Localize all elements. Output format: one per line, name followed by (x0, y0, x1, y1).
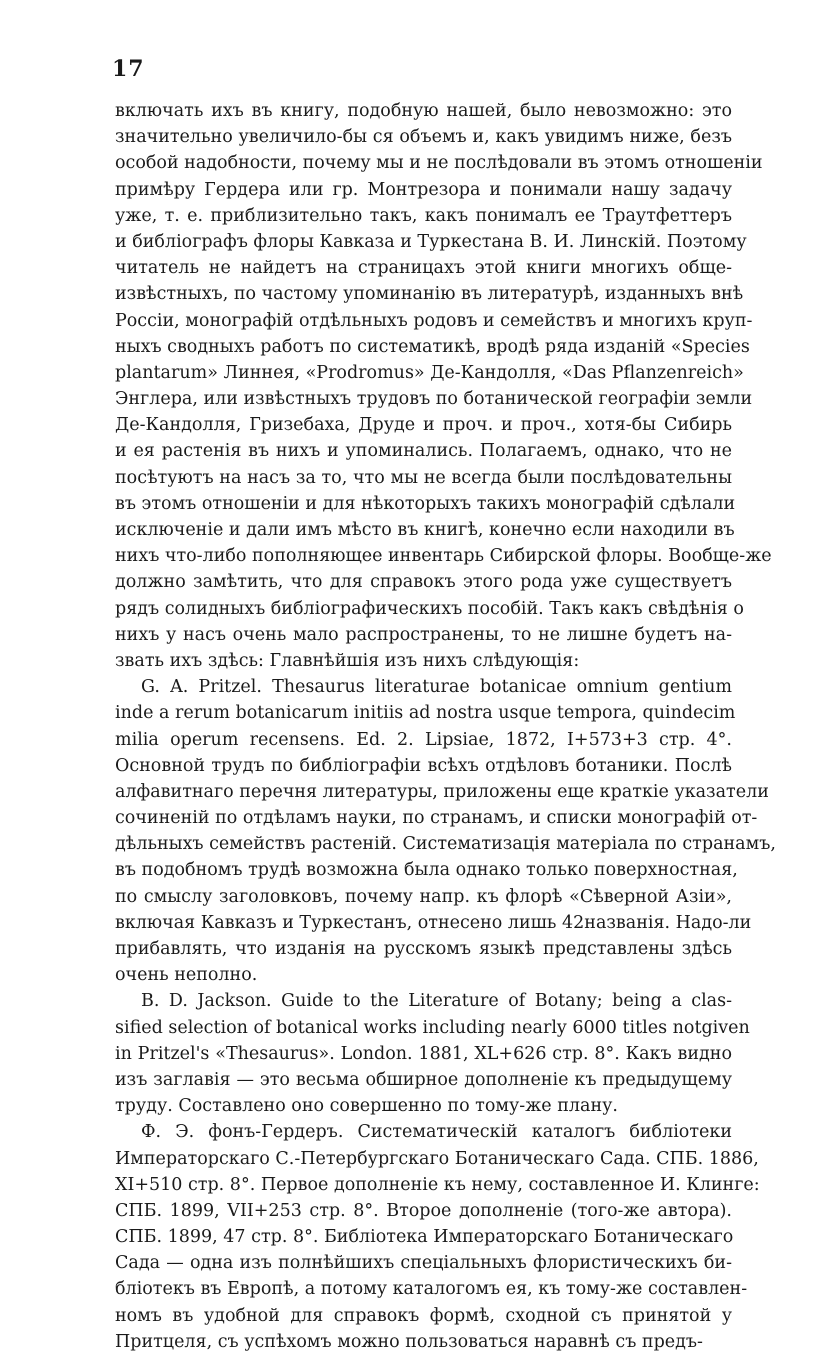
text-line: звать ихъ здѣсь: Главнѣйшія изъ нихъ слѣдующія: (115, 650, 580, 671)
paragraph (115, 98, 772, 674)
text-line: Притцеля, съ успѣхомъ можно пользоваться наравнѣ съ предъ- (115, 1331, 703, 1352)
text-line: и ея растенія въ нихъ и упоминались. Полагаемъ, однако, что не (115, 441, 732, 462)
text-line: номъ въ удобной для справокъ формѣ, сходной съ принятой у (115, 1305, 732, 1326)
text-line: и библіографъ флоры Кавказа и Туркестана В. И. Линскій. Поэтому (115, 231, 747, 252)
text-line: изъ заглавія — это весьма обширное дополненіе къ предыдущему (115, 1069, 732, 1090)
text-line: нихъ у насъ очень мало распространены, то не лишне будетъ на- (115, 624, 732, 645)
text-line: Ф. Э. фонъ-Гердеръ. Систематическій каталогъ библіотеки (141, 1122, 732, 1143)
paragraph (115, 988, 750, 1119)
text-line: рядъ солидныхъ библіографическихъ пособій. Такъ какъ свѣдѣнія о (115, 598, 744, 619)
text-line: Де-Кандолля, Гризебаха, Друде и проч. и проч., хотя-бы Сибирь (115, 415, 732, 436)
page-number: 17 (112, 56, 145, 82)
text-line: ныхъ сводныхъ работъ по систематикѣ, вродѣ ряда изданій «Species (115, 336, 750, 357)
text-line: нихъ что-либо пополняющее инвентарь Сибирской флоры. Вообще-же (115, 546, 772, 567)
text-line: особой надобности, почему мы и не послѣдовали въ этомъ отношеніи (115, 153, 763, 174)
text-line: Императорскаго С.-Петербургскаго Ботаническаго Сада. СПБ. 1886, (115, 1148, 759, 1169)
text-line: въ подобномъ трудѣ возможна была однако только поверхностная, (115, 860, 738, 881)
text-line: Сада — одна изъ полнѣйшихъ спеціальныхъ флористическихъ би- (115, 1253, 732, 1274)
text-line: очень неполно. (115, 965, 258, 986)
text-line: Энглера, или извѣстныхъ трудовъ по ботанической географіи земли (115, 389, 753, 410)
text-line: G. A. Pritzel. Thesaurus literaturae botanicae omnium gentium (141, 677, 732, 698)
text-line: milia operum recensens. Ed. 2. Lipsiae, 1872, I+573+3 стр. 4°. (115, 729, 732, 750)
text-line: должно замѣтить, что для справокъ этого рода уже существуетъ (115, 572, 732, 593)
text-line: plantarum» Линнея, «Prodromus» Де-Кандолля, «Das Pflanzenreich» (115, 362, 744, 383)
text-line: исключеніе и дали имъ мѣсто въ книгѣ, конечно если находили въ (115, 520, 735, 540)
text-line: читатель не найдетъ на страницахъ этой книги многихъ обще- (115, 258, 732, 279)
text-line: inde a rerum botanicarum initiis ad nostra usque tempora, quindecim (115, 703, 736, 724)
text-line: СПБ. 1899, VII+253 стр. 8°. Второе дополненіе (того-же автора). (115, 1200, 732, 1221)
text-line: включать ихъ въ книгу, подобную нашей, было невозможно: это (115, 101, 732, 121)
text-line: Россіи, монографій отдѣльныхъ родовъ и семействъ и многихъ круп- (115, 310, 753, 331)
text-line: B. D. Jackson. Guide to the Literature of Botany; being a clas- (141, 991, 732, 1012)
text-line: уже, т. е. приблизительно такъ, какъ понималъ ее Траутфеттеръ (115, 205, 732, 226)
text-line: по смыслу заголовковъ, почему напр. къ флорѣ «Сѣверной Азіи», (115, 886, 732, 907)
text-line: значительно увеличило-бы ся объемъ и, какъ увидимъ ниже, безъ (115, 127, 732, 148)
text-line: примѣру Гердера или гр. Монтрезора и понимали нашу задачу (115, 179, 732, 200)
text-line: въ этомъ отношеніи и для нѣкоторыхъ такихъ монографій сдѣлали (115, 493, 736, 514)
text-line: XI+510 стр. 8°. Первое дополненіе къ нему, составленное И. Клинге: (115, 1174, 760, 1195)
text-line: бліотекъ въ Европѣ, а потому каталогомъ ея, къ тому-же составлен- (115, 1279, 748, 1300)
text-line: in Pritzel's «Thesaurus». London. 1881, XL+626 стр. 8°. Какъ видно (115, 1043, 732, 1064)
paragraph (115, 674, 776, 988)
text-line: труду. Составлено оно совершенно по тому-же плану. (115, 1096, 618, 1117)
text-line: Основной трудъ по библіографіи всѣхъ отдѣловъ ботаники. Послѣ (115, 755, 732, 776)
text-line: sified selection of botanical works including nearly 6000 titles notgiven (115, 1017, 750, 1038)
paragraph (115, 1119, 760, 1355)
text-line: СПБ. 1899, 47 стр. 8°. Библіотека Императорскаго Ботаническаго (115, 1227, 734, 1248)
text-line: прибавлять, что изданія на русскомъ языкѣ представлены здѣсь (115, 939, 732, 959)
text-line: алфавитнаго перечня литературы, приложены еще краткіе указатели (115, 781, 769, 802)
body-text (115, 98, 776, 1355)
text-line: извѣстныхъ, по частому упоминанію въ литературѣ, изданныхъ внѣ (115, 284, 744, 305)
text-line: посѣтуютъ на насъ за то, что мы не всегда были послѣдовательны (115, 467, 732, 488)
text-line: дѣльныхъ семействъ растеній. Систематизація матеріала по странамъ, (115, 834, 776, 855)
text-line: сочиненій по отдѣламъ науки, по странамъ, и списки монографій от- (115, 808, 758, 829)
text-line: включая Кавказъ и Туркестанъ, отнесено лишь 42названія. Надо-ли (115, 912, 752, 933)
